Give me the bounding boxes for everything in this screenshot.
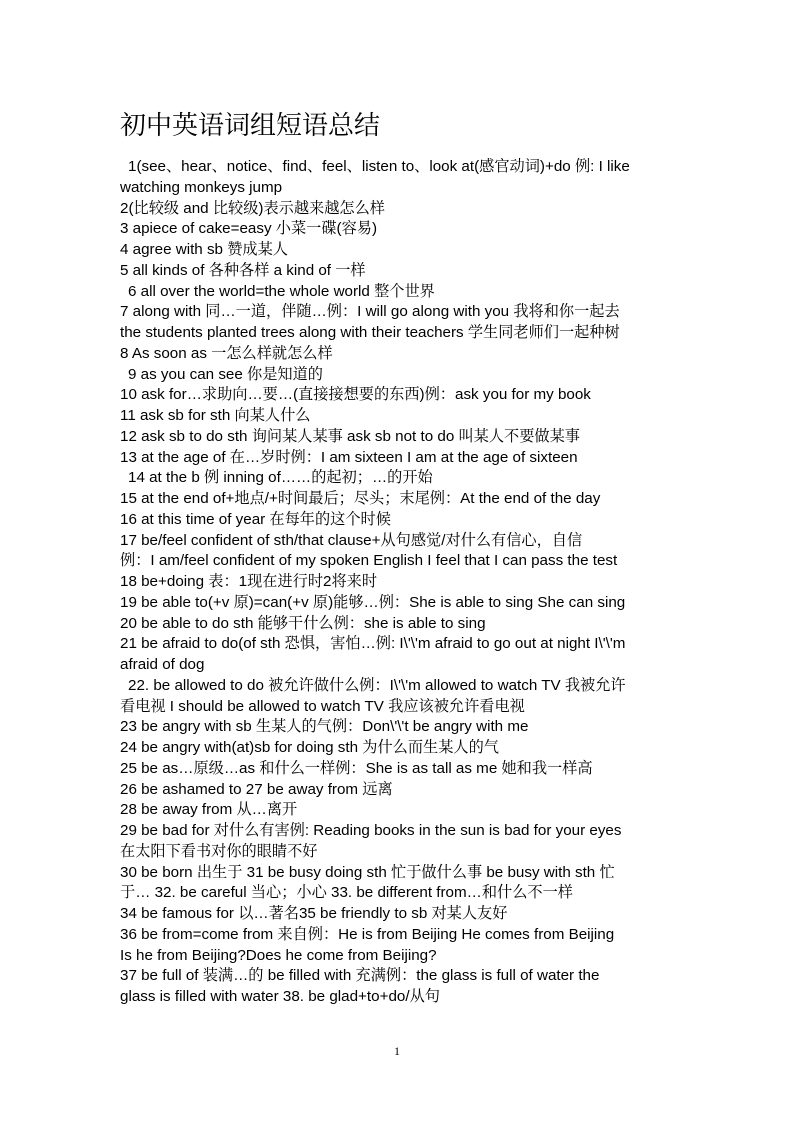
text-line: 26 be ashamed to 27 be away from 远离: [120, 780, 393, 798]
text-line: 9 as you can see 你是知道的: [128, 365, 323, 383]
text-line: 15 at the end of+地点/+时间最后；尽头；末尾例：At the end of the day: [120, 490, 601, 507]
text-line: 12 ask sb to do sth 询问某人某事 ask sb not to do 叫某人不要做某事: [120, 427, 580, 445]
text-line: 18 be+doing 表：1现在进行时2将来时: [120, 573, 378, 590]
text-line: 34 be famous for 以…著名35 be friendly to sb 对某人友好: [120, 905, 508, 922]
text-line: watching monkeys jump: [120, 178, 283, 196]
text-line: 10 ask for…求助向…要…(直接接想要的东西)例：ask you for my book: [120, 386, 591, 404]
text-line: 13 at the age of 在…岁时例：I am sixteen I am at the age of sixteen: [120, 448, 578, 466]
text-line: 1(see、hear、notice、find、feel、listen to、look at(感官动词)+do 例: I like: [128, 158, 630, 175]
text-line: 19 be able to(+v 原)=can(+v 原)能够…例：She is able to sing She can sing: [120, 593, 626, 611]
text-line: 8 As soon as 一怎么样就怎么样: [120, 344, 333, 362]
text-line: 28 be away from 从…离开: [120, 801, 298, 819]
text-line: 17 be/feel confident of sth/that clause+从句感觉/对什么有信心，自信: [120, 531, 583, 549]
text-line: 在太阳下看书对你的眼睛不好: [120, 842, 318, 860]
text-line: afraid of dog: [120, 656, 205, 673]
text-line: 3 apiece of cake=easy 小菜一碟(容易): [120, 220, 378, 238]
text-line: 5 all kinds of 各种各样 a kind of 一样: [120, 261, 366, 279]
text-line: 25 be as…原级…as 和什么一样例：She is as tall as me 她和我一样高: [120, 759, 593, 777]
text-line: 11 ask sb for sth 向某人什么: [120, 407, 311, 424]
text-line: 于… 32. be careful 当心；小心 33. be different from…和什么不一样: [120, 884, 573, 902]
phrase-list: [120, 157, 682, 1008]
text-line: glass is filled with water 38. be glad+to+do/从句: [120, 988, 440, 1005]
text-line: the students planted trees along with their teachers 学生同老师们一起种树: [120, 324, 620, 341]
text-line: 36 be from=come from 来自例：He is from Beijing He comes from Beijing: [120, 925, 615, 943]
text-line: 24 be angry with(at)sb for doing sth 为什么而生某人的气: [120, 739, 499, 756]
page-number: 1: [394, 1044, 400, 1058]
text-line: 例：I am/feel confident of my spoken English I feel that I can pass the test: [120, 552, 618, 570]
text-line: 2(比较级 and 比较级)表示越来越怎么样: [120, 199, 385, 217]
text-line: 4 agree with sb 赞成某人: [120, 241, 288, 258]
text-line: 37 be full of 装满…的 be filled with 充满例：the glass is full of water the: [120, 967, 600, 985]
text-line: 23 be angry with sb 生某人的气例：Don\'\'t be angry with me: [120, 718, 529, 736]
text-line: 7 along with 同…一道，伴随…例：I will go along with you 我将和你一起去: [120, 303, 620, 321]
text-line: 6 all over the world=the whole world 整个世界: [128, 282, 435, 300]
text-line: 22. be allowed to do 被允许做什么例：I\'\'m allowed to watch TV 我被允许: [128, 676, 626, 694]
document-title: 初中英语词组短语总结: [120, 111, 381, 141]
text-line: Is he from Beijing?Does he come from Beijing?: [120, 946, 437, 964]
text-line: 30 be born 出生于 31 be busy doing sth 忙于做什么事 be busy with sth 忙: [120, 863, 615, 881]
text-line: 看电视 I should be allowed to watch TV 我应该被允许看电视: [120, 697, 525, 715]
text-line: 21 be afraid to do(of sth 恐惧，害怕…例: I\'\'m afraid to go out at night I\'\'m: [120, 635, 626, 653]
text-line: 29 be bad for 对什么有害例: Reading books in the sun is bad for your eyes: [120, 822, 622, 839]
text-line: 16 at this time of year 在每年的这个时候: [120, 510, 391, 528]
text-line: 14 at the b 例 inning of……的起初；…的开始: [128, 469, 433, 487]
text-line: 20 be able to do sth 能够干什么例：she is able to sing: [120, 614, 486, 632]
